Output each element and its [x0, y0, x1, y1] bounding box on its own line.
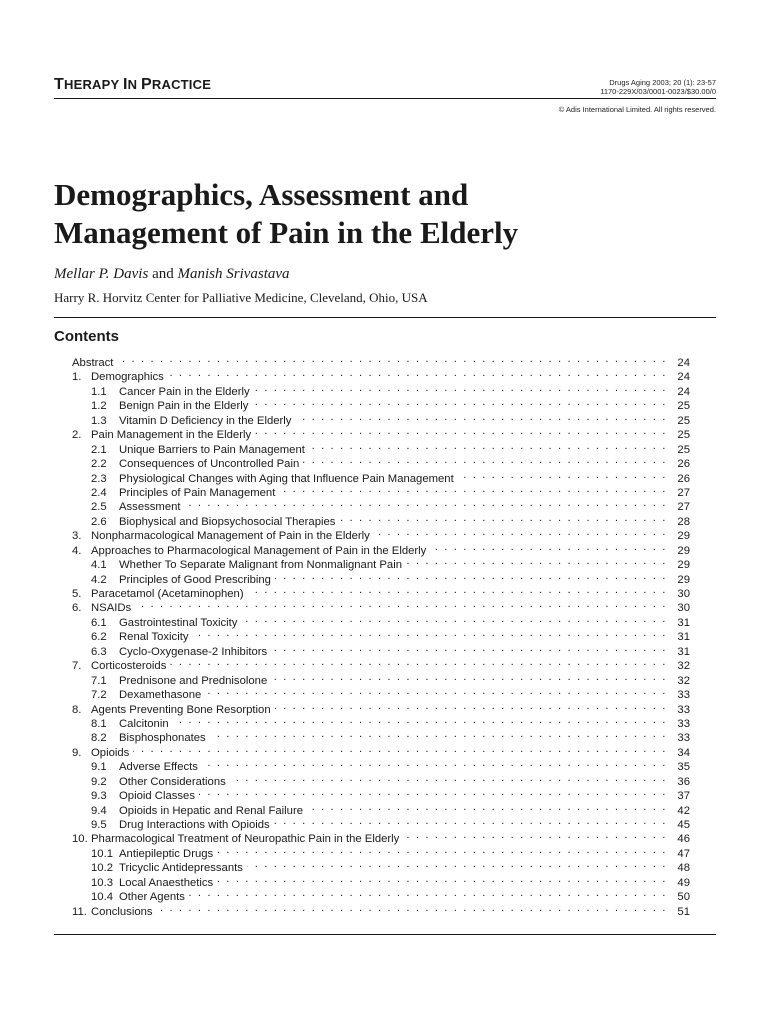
author-affiliation: Harry R. Horvitz Center for Palliative Medicine, Cleveland, Ohio, USA	[54, 290, 428, 305]
toc-dot-leader	[189, 886, 667, 900]
toc-entry-label: Whether To Separate Malignant from Nonmalignant Pain	[119, 559, 402, 572]
toc-entry-page: 34	[677, 746, 690, 759]
section-header-part: N	[127, 77, 142, 92]
toc-entry-page: 36	[677, 775, 690, 788]
contents-top-divider	[54, 317, 716, 318]
toc-entry-label: Other Agents	[119, 891, 185, 904]
toc-entry-number: 9.1	[91, 761, 107, 774]
toc-entry-page: 25	[677, 414, 690, 427]
toc-entry-number: 1.	[72, 371, 82, 384]
toc-entry-label: Local Anaesthetics	[119, 876, 214, 889]
toc-entry-label: Principles of Good Prescribing	[119, 573, 271, 586]
toc-entry-number: 1.3	[91, 414, 107, 427]
toc-entry-label: Principles of Pain Management	[119, 486, 276, 499]
toc-entry-label: Physiological Changes with Aging that Influence Pain Management	[119, 472, 454, 485]
toc-entry-page: 35	[677, 761, 690, 774]
toc-entry-label: Antiepileptic Drugs	[119, 847, 214, 860]
toc-entry-label: Adverse Effects	[119, 761, 198, 774]
toc-dot-leader	[339, 511, 667, 525]
toc-entry-label: Gastrointestinal Toxicity	[119, 616, 238, 629]
toc-dot-leader	[205, 684, 667, 698]
section-header-part: RACTICE	[151, 77, 212, 92]
toc-entry-label: Conclusions	[91, 905, 153, 918]
toc-dot-leader	[202, 756, 667, 770]
toc-entry-label: Other Considerations	[119, 775, 226, 788]
toc-dot-leader	[275, 569, 667, 583]
toc-entry-page: 33	[677, 689, 690, 702]
toc-entry-number: 9.3	[91, 790, 107, 803]
toc-dot-leader	[275, 699, 667, 713]
toc-entry-number: 2.3	[91, 472, 107, 485]
toc-entry-page: 30	[677, 602, 690, 615]
toc-entry-page: 31	[677, 616, 690, 629]
toc-entry	[72, 597, 690, 615]
toc-dot-leader	[173, 713, 667, 727]
toc-entry-number: 5.	[72, 588, 82, 600]
toc-dot-leader	[241, 612, 667, 626]
toc-dot-leader	[157, 901, 667, 915]
toc-dot-leader	[230, 771, 667, 785]
author-list	[54, 266, 290, 283]
toc-entry-label: Opioids in Hepatic and Renal Failure	[119, 804, 303, 817]
toc-entry-label: Bisphosphonates	[119, 732, 206, 745]
toc-dot-leader	[406, 554, 667, 568]
toc-entry-page: 29	[677, 544, 690, 557]
toc-dot-leader	[248, 583, 667, 597]
article-title-line: Demographics, Assessment and	[54, 177, 469, 212]
toc-entry-label: Drug Interactions with Opioids	[119, 819, 270, 831]
toc-entry-page: 24	[677, 371, 690, 384]
toc-dot-leader	[170, 655, 667, 669]
toc-entry-label: Prednisone and Prednisolone	[119, 674, 268, 687]
author-name: Mellar P. Davis	[54, 266, 149, 282]
toc-dot-leader	[217, 843, 667, 857]
toc-entry-label: Renal Toxicity	[119, 631, 189, 644]
toc-entry-page: 31	[677, 645, 690, 658]
toc-entry	[72, 901, 690, 918]
toc-dot-leader	[309, 439, 667, 453]
toc-dot-leader	[193, 626, 668, 640]
toc-entry-page: 31	[677, 631, 690, 644]
toc-entry-number: 2.6	[91, 515, 107, 528]
journal-reference: Drugs Aging 2003; 20 (1): 23-57	[609, 78, 716, 87]
toc-entry-page: 49	[677, 876, 690, 889]
section-header-initial: I	[122, 76, 128, 93]
section-header-initial: T	[54, 76, 64, 93]
toc-entry-page: 27	[677, 501, 690, 514]
toc-dot-leader	[199, 785, 667, 799]
toc-entry-page: 24	[677, 385, 690, 398]
toc-entry-page: 32	[677, 674, 690, 687]
toc-entry-label: Cancer Pain in the Elderly	[119, 385, 250, 398]
toc-entry-number: 4.2	[91, 573, 107, 586]
toc-dot-leader	[307, 800, 667, 814]
toc-dot-leader	[217, 872, 667, 886]
toc-entry-page: 26	[677, 472, 690, 485]
toc-entry-number: 10.2	[91, 862, 113, 875]
toc-entry-label: Unique Barriers to Pain Management	[119, 443, 305, 456]
toc-dot-leader	[168, 366, 667, 380]
toc-entry-number: 1.2	[91, 400, 107, 413]
toc-dot-leader	[252, 395, 667, 409]
toc-entry-page: 27	[677, 486, 690, 499]
toc-entry-page: 29	[677, 530, 690, 543]
toc-entry-number: 2.	[72, 429, 82, 442]
toc-entry-label: Opioid Classes	[119, 790, 195, 803]
toc-dot-leader	[274, 814, 667, 828]
toc-entry-number: 2.2	[91, 458, 107, 471]
toc-entry-number: 7.	[72, 660, 82, 673]
toc-entry-number: 4.	[72, 544, 82, 557]
toc-dot-leader	[210, 727, 667, 741]
table-of-contents	[72, 352, 690, 918]
toc-entry-label: Benign Pain in the Elderly	[119, 400, 249, 413]
toc-dot-leader	[295, 410, 667, 424]
toc-entry-number: 8.1	[91, 717, 107, 730]
toc-entry-number: 2.1	[91, 443, 107, 456]
toc-dot-leader	[303, 453, 667, 467]
toc-entry-number: 9.5	[91, 819, 107, 831]
toc-dot-leader	[185, 496, 667, 510]
toc-entry-number: 9.4	[91, 804, 107, 817]
toc-entry-number: 6.	[72, 602, 82, 615]
toc-entry-label: Corticosteroids	[91, 660, 167, 673]
toc-dot-leader	[254, 381, 667, 395]
toc-entry-number: 2.5	[91, 501, 107, 514]
toc-dot-leader	[117, 352, 667, 366]
toc-entry-number: 8.	[72, 703, 82, 716]
toc-entry-label: Assessment	[119, 501, 181, 514]
toc-entry-label: Vitamin D Deficiency in the Elderly	[119, 414, 292, 427]
author-joiner: and	[152, 266, 174, 282]
toc-dot-leader	[271, 670, 667, 684]
toc-dot-leader	[255, 424, 667, 438]
toc-entry-label: Approaches to Pharmacological Management of Pain in the Elderly	[91, 544, 427, 557]
toc-entry-page: 25	[677, 400, 690, 413]
toc-entry-number: 10.1	[91, 847, 113, 860]
toc-entry-number: 4.1	[91, 559, 107, 572]
toc-entry-label: Nonpharmacological Management of Pain in the Elderly	[91, 530, 370, 543]
toc-entry-label: Demographics	[91, 371, 164, 384]
toc-entry-page: 33	[677, 717, 690, 730]
toc-entry-label: Dexamethasone	[119, 689, 202, 702]
toc-entry-label: Abstract	[72, 357, 114, 369]
toc-entry-number: 10.	[72, 833, 88, 846]
toc-entry-number: 7.1	[91, 674, 107, 687]
toc-dot-leader	[135, 597, 667, 611]
toc-entry-page: 32	[677, 660, 690, 673]
toc-entry-number: 10.3	[91, 876, 113, 889]
toc-entry-page: 51	[677, 905, 690, 918]
toc-entry-number: 6.3	[91, 645, 107, 658]
toc-entry-page: 42	[677, 804, 690, 817]
toc-entry-number: 11.	[72, 905, 87, 918]
toc-entry-number: 7.2	[91, 689, 107, 702]
toc-entry	[72, 756, 690, 774]
toc-entry-number: 8.2	[91, 732, 107, 745]
copyright-notice: © Adis International Limited. All rights reserved.	[558, 105, 716, 114]
toc-entry-page: 29	[677, 573, 690, 586]
toc-entry-number: 9.2	[91, 775, 107, 788]
toc-entry-label: Opioids	[91, 746, 130, 759]
toc-entry-page: 33	[677, 732, 690, 745]
toc-entry-number: 6.1	[91, 616, 107, 629]
toc-entry-page: 46	[677, 833, 690, 846]
toc-entry-label: Consequences of Uncontrolled Pain	[119, 458, 300, 471]
toc-entry-number: 3.	[72, 530, 82, 543]
toc-entry-label: Cyclo-Oxygenase-2 Inhibitors	[119, 645, 268, 658]
toc-entry	[72, 742, 690, 759]
section-header-part: HERAPY	[63, 77, 123, 92]
toc-entry-label: Calcitonin	[119, 717, 169, 730]
toc-entry	[72, 352, 690, 369]
author-name: Manish Srivastava	[177, 266, 290, 282]
toc-entry-label: Pain Management in the Elderly	[91, 429, 252, 442]
toc-dot-leader	[458, 468, 667, 482]
toc-dot-leader	[271, 641, 667, 655]
journal-issn: 1170-229X/03/0001-0023/$30.00/0	[600, 87, 716, 96]
toc-entry-page: 48	[677, 862, 690, 875]
toc-entry-page: 25	[677, 443, 690, 456]
toc-entry-page: 30	[677, 588, 690, 600]
toc-dot-leader	[279, 482, 667, 496]
toc-dot-leader	[374, 525, 667, 539]
header-divider	[54, 98, 716, 99]
toc-dot-leader	[403, 828, 667, 842]
toc-entry	[72, 366, 690, 384]
toc-entry-page: 45	[677, 819, 690, 831]
article-title	[54, 176, 714, 252]
toc-entry-number: 6.2	[91, 631, 107, 644]
toc-entry-label: Tricyclic Antidepressants	[119, 862, 243, 875]
toc-entry-page: 25	[677, 429, 690, 442]
toc-entry-number: 2.4	[91, 486, 107, 499]
toc-entry-number: 10.4	[91, 891, 113, 904]
toc-entry-page: 47	[677, 847, 690, 860]
toc-entry-page: 28	[677, 515, 690, 528]
toc-entry-label: Pharmacological Treatment of Neuropathic Pain in the Elderly	[91, 833, 400, 846]
toc-entry-page: 29	[677, 559, 690, 572]
contents-bottom-divider	[54, 934, 716, 935]
toc-entry-page: 24	[677, 357, 690, 369]
toc-entry-label: Paracetamol (Acetaminophen)	[91, 588, 244, 600]
toc-entry-page: 37	[677, 790, 690, 803]
article-title-line: Management of Pain in the Elderly	[54, 215, 519, 250]
section-header	[54, 76, 211, 94]
toc-entry-number: 9.	[72, 746, 82, 759]
toc-entry-label: Biophysical and Biopsychosocial Therapies	[119, 515, 336, 528]
toc-entry-page: 33	[677, 703, 690, 716]
toc-entry	[72, 612, 690, 629]
toc-entry-label: NSAIDs	[91, 602, 132, 615]
toc-entry-page: 26	[677, 458, 690, 471]
journal-meta	[600, 78, 716, 96]
section-header-initial: P	[141, 76, 152, 93]
toc-dot-leader	[133, 742, 667, 756]
toc-dot-leader	[430, 540, 667, 554]
toc-entry-page: 50	[677, 891, 690, 904]
toc-entry-number: 1.1	[91, 385, 107, 398]
toc-entry-label: Agents Preventing Bone Resorption	[91, 703, 271, 716]
toc-dot-leader	[247, 857, 667, 871]
contents-heading: Contents	[54, 328, 119, 345]
